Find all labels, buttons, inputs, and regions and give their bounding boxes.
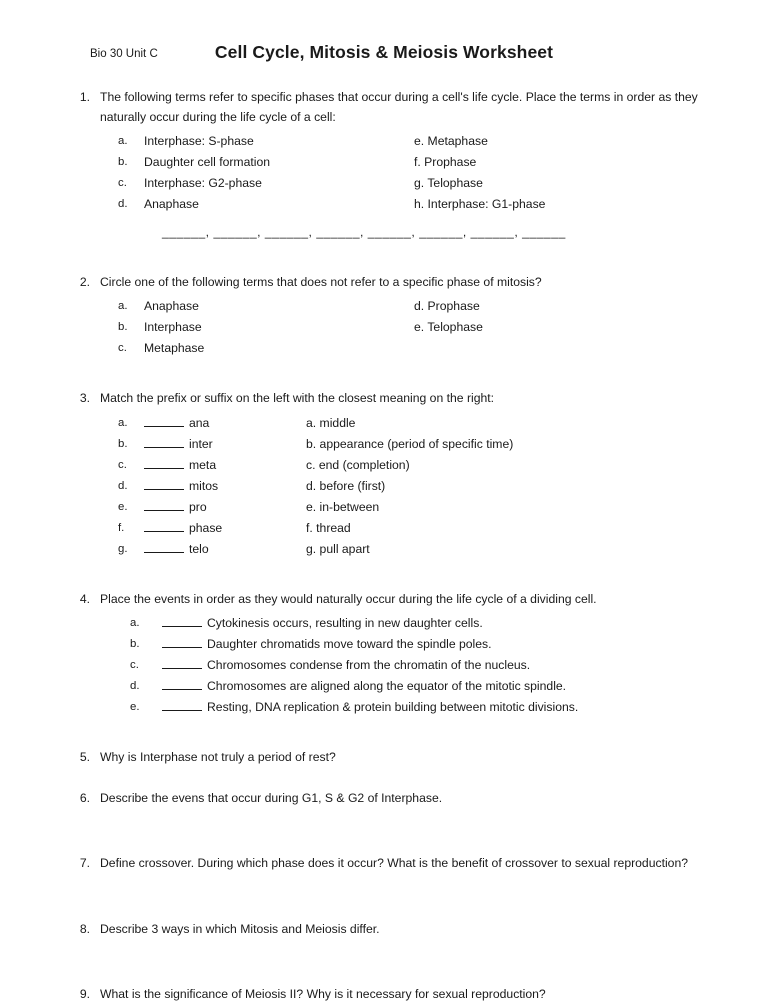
answer-blank[interactable] [162, 636, 202, 648]
question-6-text: Describe the evens that occur during G1, S & G2 of Interphase. [100, 790, 443, 805]
question-2-options [100, 296, 708, 359]
question-5 [60, 748, 708, 768]
match-right-cell: f. thread [306, 520, 351, 535]
list-item [100, 697, 708, 718]
option-label: a. [118, 135, 128, 147]
question-6 [60, 789, 708, 809]
question-3 [60, 389, 708, 560]
match-right-cell: a. middle [306, 415, 356, 430]
match-term: ana [189, 415, 210, 430]
page-title: Cell Cycle, Mitosis & Meiosis Worksheet [214, 42, 554, 62]
answer-blank[interactable] [144, 520, 184, 532]
answer-blank[interactable] [162, 657, 202, 669]
match-right-cell: b. appearance (period of specific time) [306, 436, 514, 451]
match-left-cell[interactable] [144, 413, 306, 434]
match-left-cell[interactable] [144, 455, 306, 476]
list-item [100, 131, 708, 152]
match-term: mitos [189, 478, 219, 493]
option-text [162, 655, 708, 676]
match-right-cell: e. in-between [306, 499, 380, 514]
row-label: g. [118, 542, 128, 555]
option-text-right: f. Prophase [414, 155, 477, 169]
table-row [100, 539, 708, 560]
answer-blank[interactable] [162, 615, 202, 627]
list-item [100, 338, 708, 359]
option-label: d. [118, 198, 128, 210]
option-label-text: Resting, DNA replication & protein building between mitotic divisions. [207, 700, 579, 714]
question-4-text: Place the events in order as they would naturally occur during the life cycle of a dividing cell. [100, 591, 597, 606]
match-term: phase [189, 520, 223, 535]
option-label: b. [118, 321, 128, 333]
question-7-text: Define crossover. During which phase does it occur? What is the benefit of crossover to sexual reproduction? [100, 856, 689, 870]
match-term: inter [189, 436, 213, 451]
option-text-right: h. Interphase: G1-phase [414, 197, 546, 211]
match-term: pro [189, 499, 207, 514]
question-2 [60, 273, 708, 360]
option-label-text: Chromosomes condense from the chromatin of the nucleus. [207, 658, 531, 672]
question-5-text: Why is Interphase not truly a period of rest? [100, 750, 336, 764]
table-row [100, 413, 708, 434]
option-text[interactable]: Anaphase [144, 299, 199, 313]
match-left-cell[interactable] [144, 434, 306, 455]
match-term: meta [189, 457, 217, 472]
match-left-cell[interactable] [144, 518, 306, 539]
option-label: d. [130, 680, 140, 692]
match-right-cell: d. before (first) [306, 478, 386, 493]
option-label: a. [130, 617, 140, 629]
table-row [100, 518, 708, 539]
option-text: Interphase: G2-phase [144, 176, 262, 190]
answer-blank[interactable] [144, 415, 184, 427]
question-3-matching [100, 413, 708, 560]
match-term: telo [189, 541, 209, 556]
table-row [100, 476, 708, 497]
document-header [60, 38, 708, 72]
option-text-right[interactable]: d. Prophase [414, 299, 480, 313]
list-item [100, 194, 708, 215]
question-1-number: 1. [79, 90, 90, 104]
list-item [100, 613, 708, 634]
answer-blank[interactable] [162, 678, 202, 690]
option-text-right: e. Metaphase [414, 134, 488, 148]
question-7 [60, 854, 708, 874]
list-item [100, 676, 708, 697]
answer-blank[interactable] [144, 436, 184, 448]
match-right-cell: c. end (completion) [306, 457, 410, 472]
match-right-cell: g. pull apart [306, 541, 370, 556]
option-text [162, 613, 708, 634]
row-label: a. [118, 416, 128, 429]
option-text [162, 697, 708, 718]
row-label: f. [118, 521, 125, 534]
answer-blank[interactable] [144, 457, 184, 469]
question-8-text: Describe 3 ways in which Mitosis and Meiosis differ. [100, 921, 380, 936]
table-row [100, 455, 708, 476]
option-text [162, 634, 708, 655]
question-9 [60, 985, 708, 1005]
list-item [100, 634, 708, 655]
option-label: a. [118, 300, 128, 312]
list-item [100, 296, 708, 317]
option-label-text: Cytokinesis occurs, resulting in new daughter cells. [207, 616, 483, 630]
option-label: c. [118, 177, 127, 189]
answer-blank[interactable] [162, 699, 202, 711]
question-1 [60, 88, 708, 243]
question-9-text: What is the significance of Meiosis II? Why is it necessary for sexual reproduction? [100, 987, 546, 1001]
row-label: e. [118, 500, 128, 513]
answer-blank[interactable] [144, 499, 184, 511]
row-label: b. [118, 437, 128, 450]
row-label: c. [118, 458, 127, 471]
list-item [100, 152, 708, 173]
option-text[interactable]: Interphase [144, 320, 202, 334]
option-text[interactable]: Metaphase [144, 341, 205, 355]
option-text: Anaphase [144, 197, 199, 211]
question-1-options [100, 131, 708, 215]
option-label-text: Daughter chromatids move toward the spindle poles. [207, 637, 492, 651]
question-9-number: 9. [79, 987, 90, 1001]
question-3-number: 3. [79, 391, 90, 405]
table-row [100, 434, 708, 455]
question-8-number: 8. [79, 921, 90, 936]
question-5-number: 5. [79, 750, 90, 764]
option-text-right: g. Telophase [414, 176, 483, 190]
list-item [100, 173, 708, 194]
option-label: c. [118, 342, 127, 354]
option-label-text: Chromosomes are aligned along the equator of the mitotic spindle. [207, 679, 567, 693]
option-text: Daughter cell formation [144, 155, 270, 169]
option-text-right[interactable]: e. Telophase [414, 320, 483, 334]
option-label: b. [130, 638, 140, 650]
answer-blank[interactable] [144, 541, 184, 553]
question-4-number: 4. [79, 591, 90, 606]
question-2-number: 2. [79, 274, 90, 289]
list-item [100, 317, 708, 338]
question-8 [60, 920, 708, 940]
option-label: c. [130, 659, 139, 671]
match-left-cell[interactable] [144, 476, 306, 497]
option-text: Interphase: S-phase [144, 134, 254, 148]
option-label: b. [118, 156, 128, 168]
table-row [100, 497, 708, 518]
match-left-cell[interactable] [144, 497, 306, 518]
question-7-number: 7. [79, 856, 90, 870]
option-text-right [414, 338, 708, 359]
question-1-text: The following terms refer to specific phases that occur during a cell's life cycle. Place the terms in order as they naturally occur during the life cycle of a cell: [100, 90, 698, 124]
question-4-options [100, 613, 708, 718]
question-4 [60, 590, 708, 719]
option-label: e. [130, 701, 140, 713]
option-text [162, 676, 708, 697]
question-3-text: Match the prefix or suffix on the left with the closest meaning on the right: [100, 391, 495, 405]
question-2-text: Circle one of the following terms that does not refer to a specific phase of mitosis? [100, 274, 542, 289]
match-left-cell[interactable] [144, 539, 306, 560]
question-6-number: 6. [79, 790, 90, 805]
row-label: d. [118, 479, 128, 492]
answer-blank[interactable] [144, 478, 184, 490]
question-1-answer-blanks[interactable]: ______, ______, ______, ______, ______, ______, ______, ______ [162, 225, 566, 239]
course-label: Bio 30 Unit C [90, 48, 158, 60]
list-item [100, 655, 708, 676]
